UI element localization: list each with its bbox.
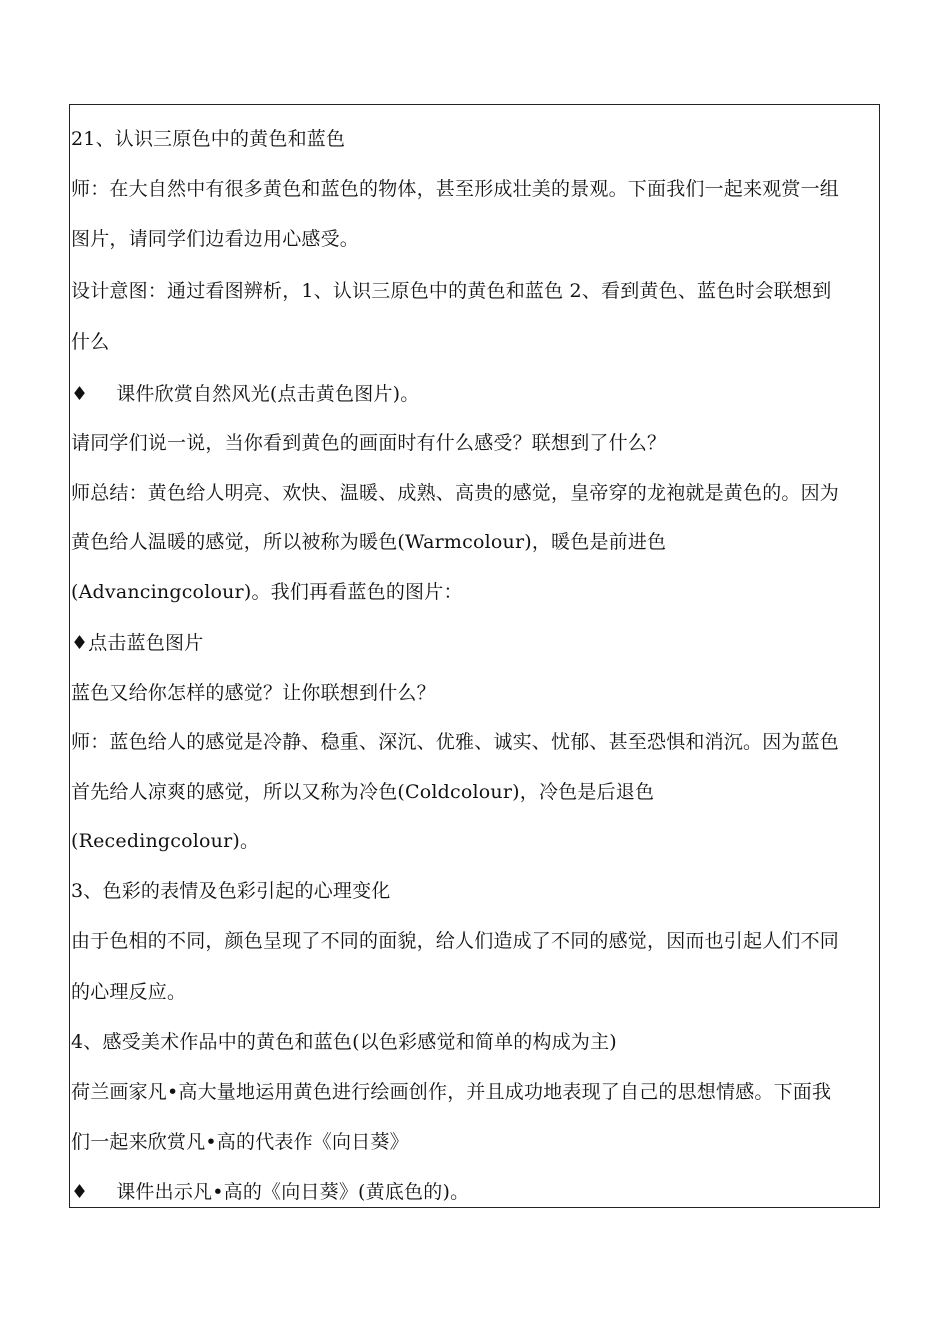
- bullet-text: 课件出示凡•高的《向日葵》(黄底色的)。: [116, 1181, 470, 1203]
- text-line: 由于色相的不同，颜色呈现了不同的面貌，给人们造成了不同的感觉，因而也引起人们不同: [71, 930, 840, 952]
- bullet-text: 课件欣赏自然风光(点击黄色图片)。: [116, 383, 420, 405]
- bullet-line: [71, 631, 879, 655]
- text-line: 的心理反应。: [71, 981, 187, 1003]
- bullet-text: 点击蓝色图片: [88, 632, 204, 654]
- text-line: 荷兰画家凡•高大量地运用黄色进行绘画创作，并且成功地表现了自己的思想情感。下面我: [71, 1081, 832, 1103]
- bullet-line: [71, 382, 879, 406]
- text-line: 蓝色又给你怎样的感觉？让你联想到什么？: [71, 682, 436, 704]
- diamond-bullet-icon: ♦: [71, 632, 89, 654]
- diamond-bullet-icon: ♦: [71, 1181, 89, 1203]
- section-heading: 4、感受美术作品中的黄色和蓝色(以色彩感觉和简单的构成为主): [71, 1031, 617, 1053]
- section-heading: 21、认识三原色中的黄色和蓝色: [71, 128, 346, 150]
- text-line: 图片，请同学们边看边用心感受。: [71, 228, 360, 250]
- text-line: 什么: [71, 331, 110, 353]
- text-line: 请同学们说一说，当你看到黄色的画面时有什么感受？联想到了什么？: [71, 432, 667, 454]
- text-line: 师：蓝色给人的感觉是冷静、稳重、深沉、优雅、诚实、忧郁、甚至恐惧和消沉。因为蓝色: [71, 731, 840, 753]
- text-line: 师总结：黄色给人明亮、欢快、温暖、成熟、高贵的感觉，皇帝穿的龙袍就是黄色的。因为: [71, 482, 840, 504]
- text-line: 师：在大自然中有很多黄色和蓝色的物体，甚至形成壮美的景观。下面我们一起来观赏一组: [71, 178, 840, 200]
- bullet-line: [71, 1180, 879, 1204]
- section-heading: 3、色彩的表情及色彩引起的心理变化: [71, 880, 391, 902]
- text-line: 们一起来欣赏凡•高的代表作《向日葵》: [71, 1131, 409, 1153]
- text-line: (Recedingcolour)。: [71, 830, 260, 852]
- diamond-bullet-icon: ♦: [71, 383, 89, 405]
- text-line: (Advancingcolour)。我们再看蓝色的图片：: [71, 581, 463, 603]
- text-line: 设计意图：通过看图辨析，1、认识三原色中的黄色和蓝色 2、看到黄色、蓝色时会联想到: [71, 280, 832, 302]
- text-line: 黄色给人温暖的感觉，所以被称为暖色(Warmcolour)，暖色是前进色: [71, 531, 667, 553]
- text-line: 首先给人凉爽的感觉，所以又称为冷色(Coldcolour)，冷色是后退色: [71, 781, 655, 803]
